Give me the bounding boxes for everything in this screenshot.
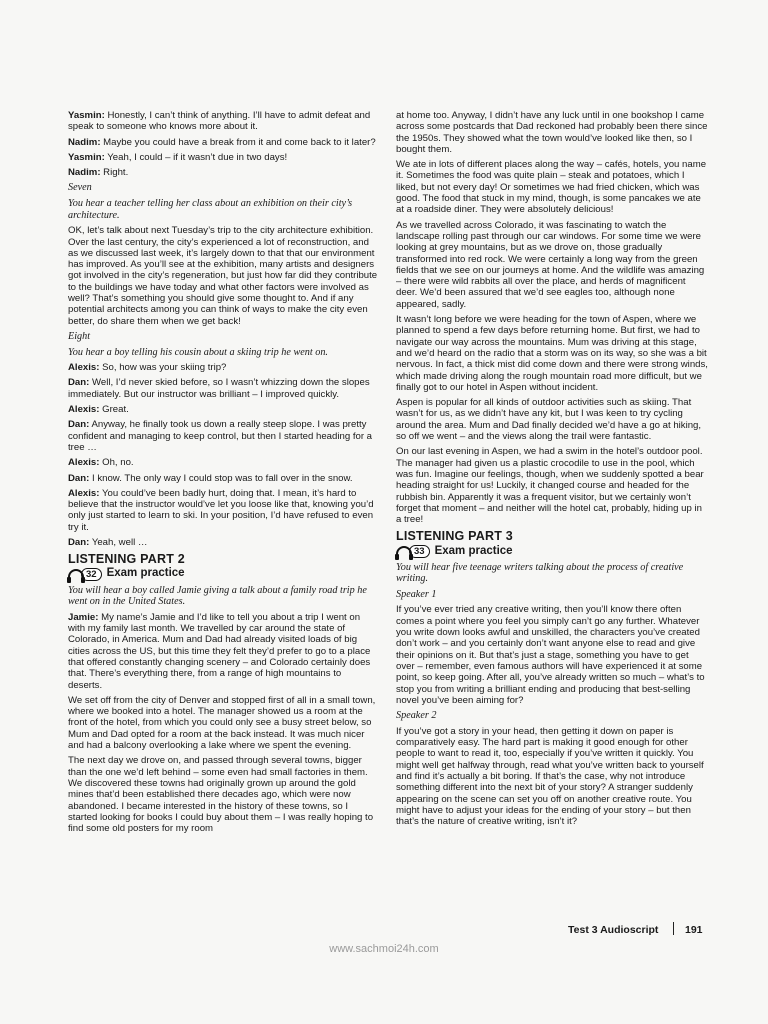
dialogue-line: Alexis: You could’ve been badly hurt, doing that. I mean, it’s hard to believe that the instructor would’ve let you loose like that, knowing you’d only just started to learn to ski. In your position, I’d have refused to even try it. bbox=[68, 487, 374, 533]
dialogue-line: Dan: Well, I’d never skied before, so I wasn’t whizzing down the slopes immediately. But our instructor was brilliant – I improved quickly. bbox=[68, 377, 370, 400]
exam-practice-label: Exam practice bbox=[106, 567, 185, 580]
part2-intro: You will hear a boy called Jamie giving a talk about a family road trip he went on in the United States. bbox=[68, 584, 367, 608]
part2-exam-practice bbox=[68, 568, 378, 581]
section-label-eight: Eight bbox=[68, 330, 91, 342]
dialogue-line: Alexis: Oh, no. bbox=[68, 457, 134, 469]
paragraph: It wasn’t long before we were heading for the town of Aspen, where we planned to spend a few days before returning home. But first, we had to navigate our way across the mountains. Mum was driving at this stage, and we’d heard on the radio that a storm was on its way, so she was a bit nervous. In fact, a thick mist did come down and there were strong winds, which made driving along the rough mountain road more difficult, but we finally got to our hotel in Aspen without incident. bbox=[396, 314, 708, 393]
dialogue-line: Yasmin: Honestly, I can’t think of anything. I’ll have to admit defeat and speak to someone who knows more about it. bbox=[68, 110, 371, 133]
left-column bbox=[68, 110, 378, 838]
footer-divider bbox=[673, 922, 674, 935]
section-intro-eight: You hear a boy telling his cousin about a skiing trip he went on. bbox=[68, 346, 328, 358]
dialogue-line: Nadim: Maybe you could have a break from it and come back to it later? bbox=[68, 136, 376, 148]
paragraph: As we travelled across Colorado, it was fascinating to watch the landscape rolling past through our car windows. For some time we were looking at grey mountains, but as we drove on, those gradually transformed into red rock. We were certainly a long way from the green fields that we see on our journeys at home. And the wildlife was amazing – there were wild rabbits all over the place, and herds of magnificent deer. We’d been assured that we’d see eagles too, although none appeared, sadly. bbox=[396, 219, 705, 310]
speaker-label: Speaker 2 bbox=[396, 710, 437, 722]
track-number: 33 bbox=[409, 545, 430, 558]
paragraph: On our last evening in Aspen, we had a swim in the hotel’s outdoor pool. The manager had given us a plastic crocodile to use in the pool, which was fun. Imagine our feelings, though, when we suddenly spotted a bear heading straight for us! Luckily, it changed course and headed for the rubbish bin. Apparently it was a frequent visitor, but we certainly won’t forget that moment – and neither will the hotel cat, probably, hiding up in a tree! bbox=[396, 446, 704, 526]
paragraph: The next day we drove on, and passed through several towns, bigger than the one we’d left behind – some even had small factories in them. We discovered these towns had originally grown up around the gold mines that’d been established there decades ago, which were now abandoned. I became interested in the history of these towns, so I started looking for books I could buy about them – I was really hoping to find some old posters for my room bbox=[68, 755, 374, 835]
dialogue-line: Nadim: Right. bbox=[68, 167, 129, 179]
paragraph: Aspen is popular for all kinds of outdoor activities such as skiing. That wasn’t for us, as we didn’t have any kit, but I was keen to try cycling around the area. Mum and Dad finally decided we’d have a go at hiking, so off we went – and the views along the trail were fantastic. bbox=[396, 397, 702, 443]
part3-heading: LISTENING PART 3 bbox=[396, 529, 513, 544]
paragraph: If you’ve ever tried any creative writing, then you’ll know there often comes a point where you feel you simply can’t go any further. Whatever you write down looks awful and unskilled, the characters you’ve created don’t work – and you certainly don’t want anyone else to read and give their opinions on it. But that’s just a stage, something you have to get over – remember, even famous authors will have experienced it at some point, so keep going. After all, you’ve already written so much – what’s to stop you from writing a brilliant ending and producing that best-selling novel you’ve been aiming for? bbox=[396, 604, 705, 706]
page-number: 191 bbox=[685, 924, 703, 936]
section-intro-seven: You hear a teacher telling her class about an exhibition on their city’s architecture. bbox=[68, 198, 353, 221]
dialogue-line: Jamie: My name’s Jamie and I’d like to tell you about a trip I went on with my family last month. We travelled by car around the state of Colorado, in America. Mum and Dad had already visited loads of big cities across the US, but this time they felt they’d prefer to go to a place that offered constantly changing scenery – and Colorado certainly does that. There’s everything there, from a range of high mountains to deserts. bbox=[68, 611, 371, 691]
dialogue-line: Dan: Yeah, well … bbox=[68, 536, 148, 548]
watermark: www.sachmoi24h.com bbox=[329, 943, 439, 955]
audio-track bbox=[68, 568, 102, 581]
paragraph: We set off from the city of Denver and stopped first of all in a small town, where we booked into a hotel. The manager showed us a room at the front of the hotel, from which you could only see a busy street below, so Mum and Dad opted for a room at the back instead. It was much nicer and had a balcony overlooking a lake where we spent the evening. bbox=[68, 694, 376, 752]
dialogue-line: Alexis: So, how was your skiing trip? bbox=[68, 362, 227, 374]
paragraph: OK, let’s talk about next Tuesday’s trip to the city architecture exhibition. Over the last century, the city’s experienced a lot of reconstruction, and as we discussed last week, it’s largely down to that that our environment has improved. As you’ll see at the exhibition, many artists and designers got involved in the city’s regeneration, but just how far did they contribute to the buildings we have today and what other factors were involved as well? That’s something you should give some thought to. And if any potential architects among you can think of ways to make the city even better, do share them when we get back! bbox=[68, 225, 378, 327]
section-label-seven: Seven bbox=[68, 182, 92, 194]
audio-track bbox=[396, 545, 430, 558]
paragraph: If you’ve got a story in your head, then getting it down on paper is comparatively easy. The hard part is making it good enough for other people to want to read it, too, especially if you’ve written it quickly. You might well get halfway through, read what you’ve written back to yourself and find it’s actually a bit boring. If that’s the case, why not introduce something different into the next bit of your story? A stranger suddenly appearing on the scene can set you off on another creative route. You might have to adjust your ideas for the ending of your story – but then that’s the nature of creative writing, isn’t it? bbox=[396, 725, 704, 828]
dialogue-line: Yasmin: Yeah, I could – if it wasn’t due in two days! bbox=[68, 151, 288, 163]
part3-exam-practice bbox=[396, 545, 708, 558]
exam-practice-label: Exam practice bbox=[434, 544, 513, 557]
part2-heading: LISTENING PART 2 bbox=[68, 552, 185, 567]
paragraph: We ate in lots of different places along the way – cafés, hotels, you name it. Sometimes the food was quite plain – steak and potatoes, which I liked, but not every day! Or sometimes we had fried chicken, which was good. The food that stuck in my mind, though, is some pancakes we ate at a roadside diner. They were absolutely delicious! bbox=[396, 159, 707, 216]
dialogue-line: Alexis: Great. bbox=[68, 404, 129, 416]
track-number: 32 bbox=[81, 568, 102, 581]
dialogue-line: Dan: I know. The only way I could stop was to fall over in the snow. bbox=[68, 472, 353, 484]
right-column bbox=[396, 110, 708, 831]
headphones-icon bbox=[396, 546, 412, 557]
footer-title: Test 3 Audioscript bbox=[568, 924, 659, 936]
speaker-label: Speaker 1 bbox=[396, 588, 437, 600]
paragraph: at home too. Anyway, I didn’t have any luck until in one bookshop I came across some postcards that Dad reckoned had probably been there since the 1950s. They showed what the town would’ve looked like then, so I bought them. bbox=[396, 110, 708, 155]
part3-intro: You will hear five teenage writers talking about the process of creative writing. bbox=[396, 561, 684, 585]
dialogue-line: Dan: Anyway, he finally took us down a really steep slope. I was pretty confident and managing to keep control, but then I started heading for a tree … bbox=[68, 419, 373, 453]
